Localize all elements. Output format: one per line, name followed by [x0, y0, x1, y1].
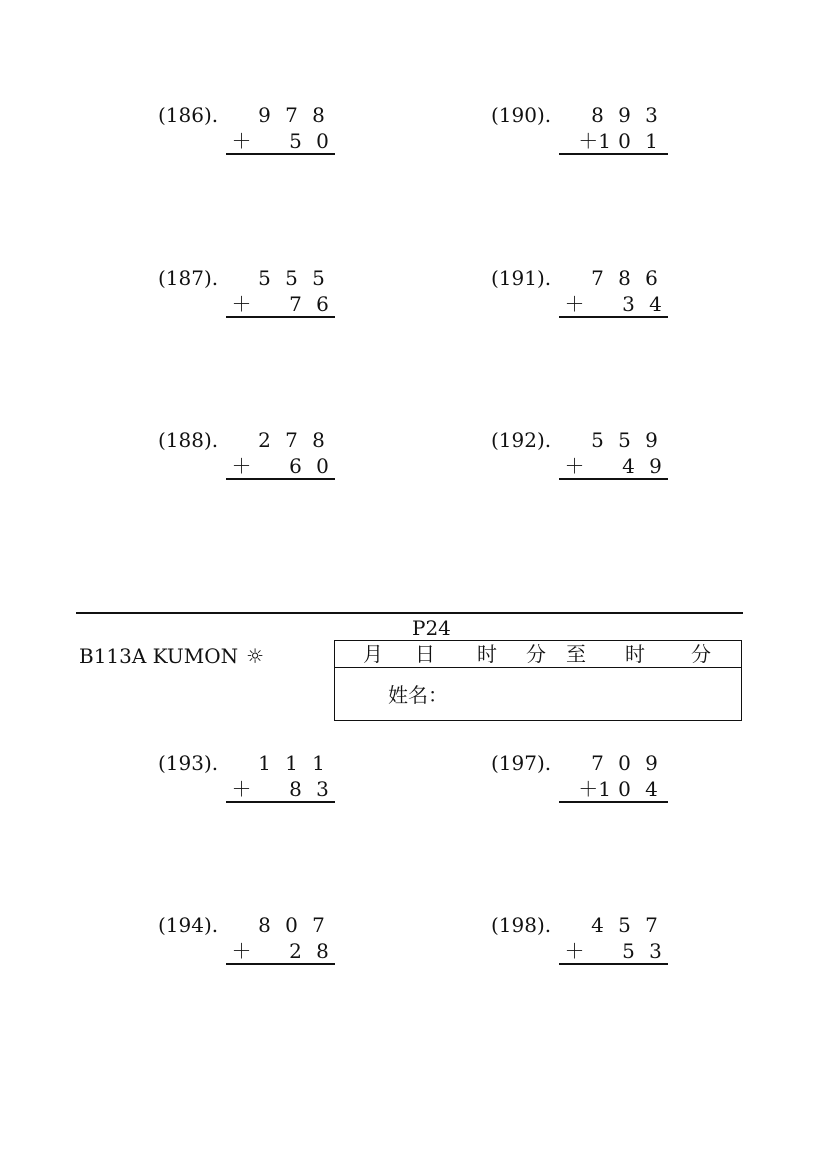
answer-line — [559, 963, 668, 965]
addend-top — [584, 913, 665, 937]
digit: 6 — [289, 454, 302, 478]
name-label: 姓名： — [388, 683, 448, 707]
month-label: 月 — [363, 642, 383, 666]
answer-line — [559, 478, 668, 480]
digit: 7 — [289, 292, 302, 316]
time-row — [335, 641, 741, 668]
addend-top — [584, 266, 665, 290]
problem-number: (188). — [158, 428, 219, 452]
addition-problem — [491, 428, 671, 488]
digit: 1 — [258, 751, 271, 775]
page-number: P24 — [412, 616, 451, 640]
digit: 8 — [316, 939, 329, 963]
digit: 5 — [258, 266, 271, 290]
digit: 8 — [289, 777, 302, 801]
digit: 5 — [618, 428, 631, 452]
digit: 6 — [645, 266, 658, 290]
brand-text: B113A KUMON — [79, 644, 239, 668]
addend-top — [584, 428, 665, 452]
digit: 1 — [312, 751, 325, 775]
addition-problem — [158, 913, 338, 973]
digit: 4 — [622, 454, 635, 478]
plus-sign: ＋ — [231, 129, 252, 153]
digit: 6 — [316, 292, 329, 316]
addend-bottom — [228, 292, 336, 316]
digit: 7 — [591, 266, 604, 290]
digit: 5 — [285, 266, 298, 290]
section-divider — [76, 612, 743, 614]
addend-bottom — [561, 454, 669, 478]
digit: 5 — [618, 913, 631, 937]
addition-problem — [491, 751, 671, 811]
digit: 3 — [316, 777, 329, 801]
digit — [588, 454, 615, 478]
digit: 0 — [316, 454, 329, 478]
digit: 9 — [649, 454, 662, 478]
digit: 9 — [258, 103, 271, 127]
digit — [255, 939, 282, 963]
addend-top — [251, 103, 332, 127]
to-label: 至 — [566, 642, 586, 666]
digit — [255, 777, 282, 801]
addition-problem — [158, 751, 338, 811]
digit: 7 — [285, 103, 298, 127]
digit: 9 — [618, 103, 631, 127]
addend-bottom — [561, 292, 669, 316]
sun-symbol-icon: ☼ — [246, 644, 265, 668]
digit — [255, 292, 282, 316]
digit: 4 — [645, 777, 658, 801]
addition-problem — [158, 428, 338, 488]
digit: 4 — [649, 292, 662, 316]
digit: 2 — [258, 428, 271, 452]
digit: 7 — [645, 913, 658, 937]
digit: 5 — [312, 266, 325, 290]
digit: 0 — [285, 913, 298, 937]
answer-line — [226, 801, 335, 803]
digit: 0 — [316, 129, 329, 153]
problem-number: (193). — [158, 751, 219, 775]
plus-sign: ＋1 — [578, 129, 611, 153]
problem-number: (190). — [491, 103, 552, 127]
addend-top — [251, 266, 332, 290]
addition-problem — [158, 266, 338, 326]
digit: 5 — [289, 129, 302, 153]
addend-top — [251, 913, 332, 937]
answer-line — [559, 153, 668, 155]
hour-label: 时 — [477, 642, 497, 666]
answer-line — [559, 316, 668, 318]
digit: 3 — [649, 939, 662, 963]
problem-number: (194). — [158, 913, 219, 937]
plus-sign: ＋ — [231, 454, 252, 478]
digit: 0 — [618, 129, 631, 153]
answer-line — [226, 478, 335, 480]
answer-line — [226, 963, 335, 965]
problem-number: (186). — [158, 103, 219, 127]
digit — [255, 129, 282, 153]
addend-top — [584, 751, 665, 775]
digit: 3 — [622, 292, 635, 316]
minute-label-2: 分 — [691, 642, 711, 666]
answer-line — [226, 153, 335, 155]
digit: 8 — [312, 103, 325, 127]
plus-sign: ＋ — [564, 292, 585, 316]
digit: 4 — [591, 913, 604, 937]
digit: 9 — [645, 428, 658, 452]
plus-sign: ＋ — [231, 939, 252, 963]
digit: 1 — [285, 751, 298, 775]
digit — [588, 939, 615, 963]
digit: 7 — [312, 913, 325, 937]
digit: 0 — [618, 777, 631, 801]
brand-label — [79, 644, 264, 668]
minute-label: 分 — [526, 642, 546, 666]
plus-sign: ＋ — [564, 939, 585, 963]
digit: 0 — [618, 751, 631, 775]
addend-bottom — [228, 939, 336, 963]
digit: 1 — [645, 129, 658, 153]
answer-line — [226, 316, 335, 318]
problem-number: (192). — [491, 428, 552, 452]
worksheet-info-box — [334, 640, 742, 721]
addition-problem — [491, 103, 671, 163]
addition-problem — [491, 913, 671, 973]
digit — [588, 292, 615, 316]
plus-sign: ＋ — [231, 292, 252, 316]
digit: 9 — [645, 751, 658, 775]
addition-problem — [158, 103, 338, 163]
addend-bottom — [557, 777, 665, 801]
digit: 8 — [312, 428, 325, 452]
digit: 5 — [622, 939, 635, 963]
answer-line — [559, 801, 668, 803]
plus-sign: ＋ — [231, 777, 252, 801]
addend-bottom — [228, 129, 336, 153]
addend-bottom — [557, 129, 665, 153]
day-label: 日 — [415, 642, 435, 666]
addend-top — [251, 428, 332, 452]
plus-sign: ＋1 — [578, 777, 611, 801]
problem-number: (187). — [158, 266, 219, 290]
addend-top — [584, 103, 665, 127]
digit: 8 — [618, 266, 631, 290]
digit: 8 — [258, 913, 271, 937]
addend-bottom — [228, 454, 336, 478]
digit: 7 — [285, 428, 298, 452]
digit: 8 — [591, 103, 604, 127]
addend-bottom — [561, 939, 669, 963]
digit: 2 — [289, 939, 302, 963]
digit: 5 — [591, 428, 604, 452]
addend-bottom — [228, 777, 336, 801]
hour-label-2: 时 — [625, 642, 645, 666]
problem-number: (197). — [491, 751, 552, 775]
digit: 3 — [645, 103, 658, 127]
digit — [255, 454, 282, 478]
problem-number: (191). — [491, 266, 552, 290]
digit: 7 — [591, 751, 604, 775]
plus-sign: ＋ — [564, 454, 585, 478]
addition-problem — [491, 266, 671, 326]
problem-number: (198). — [491, 913, 552, 937]
addend-top — [251, 751, 332, 775]
